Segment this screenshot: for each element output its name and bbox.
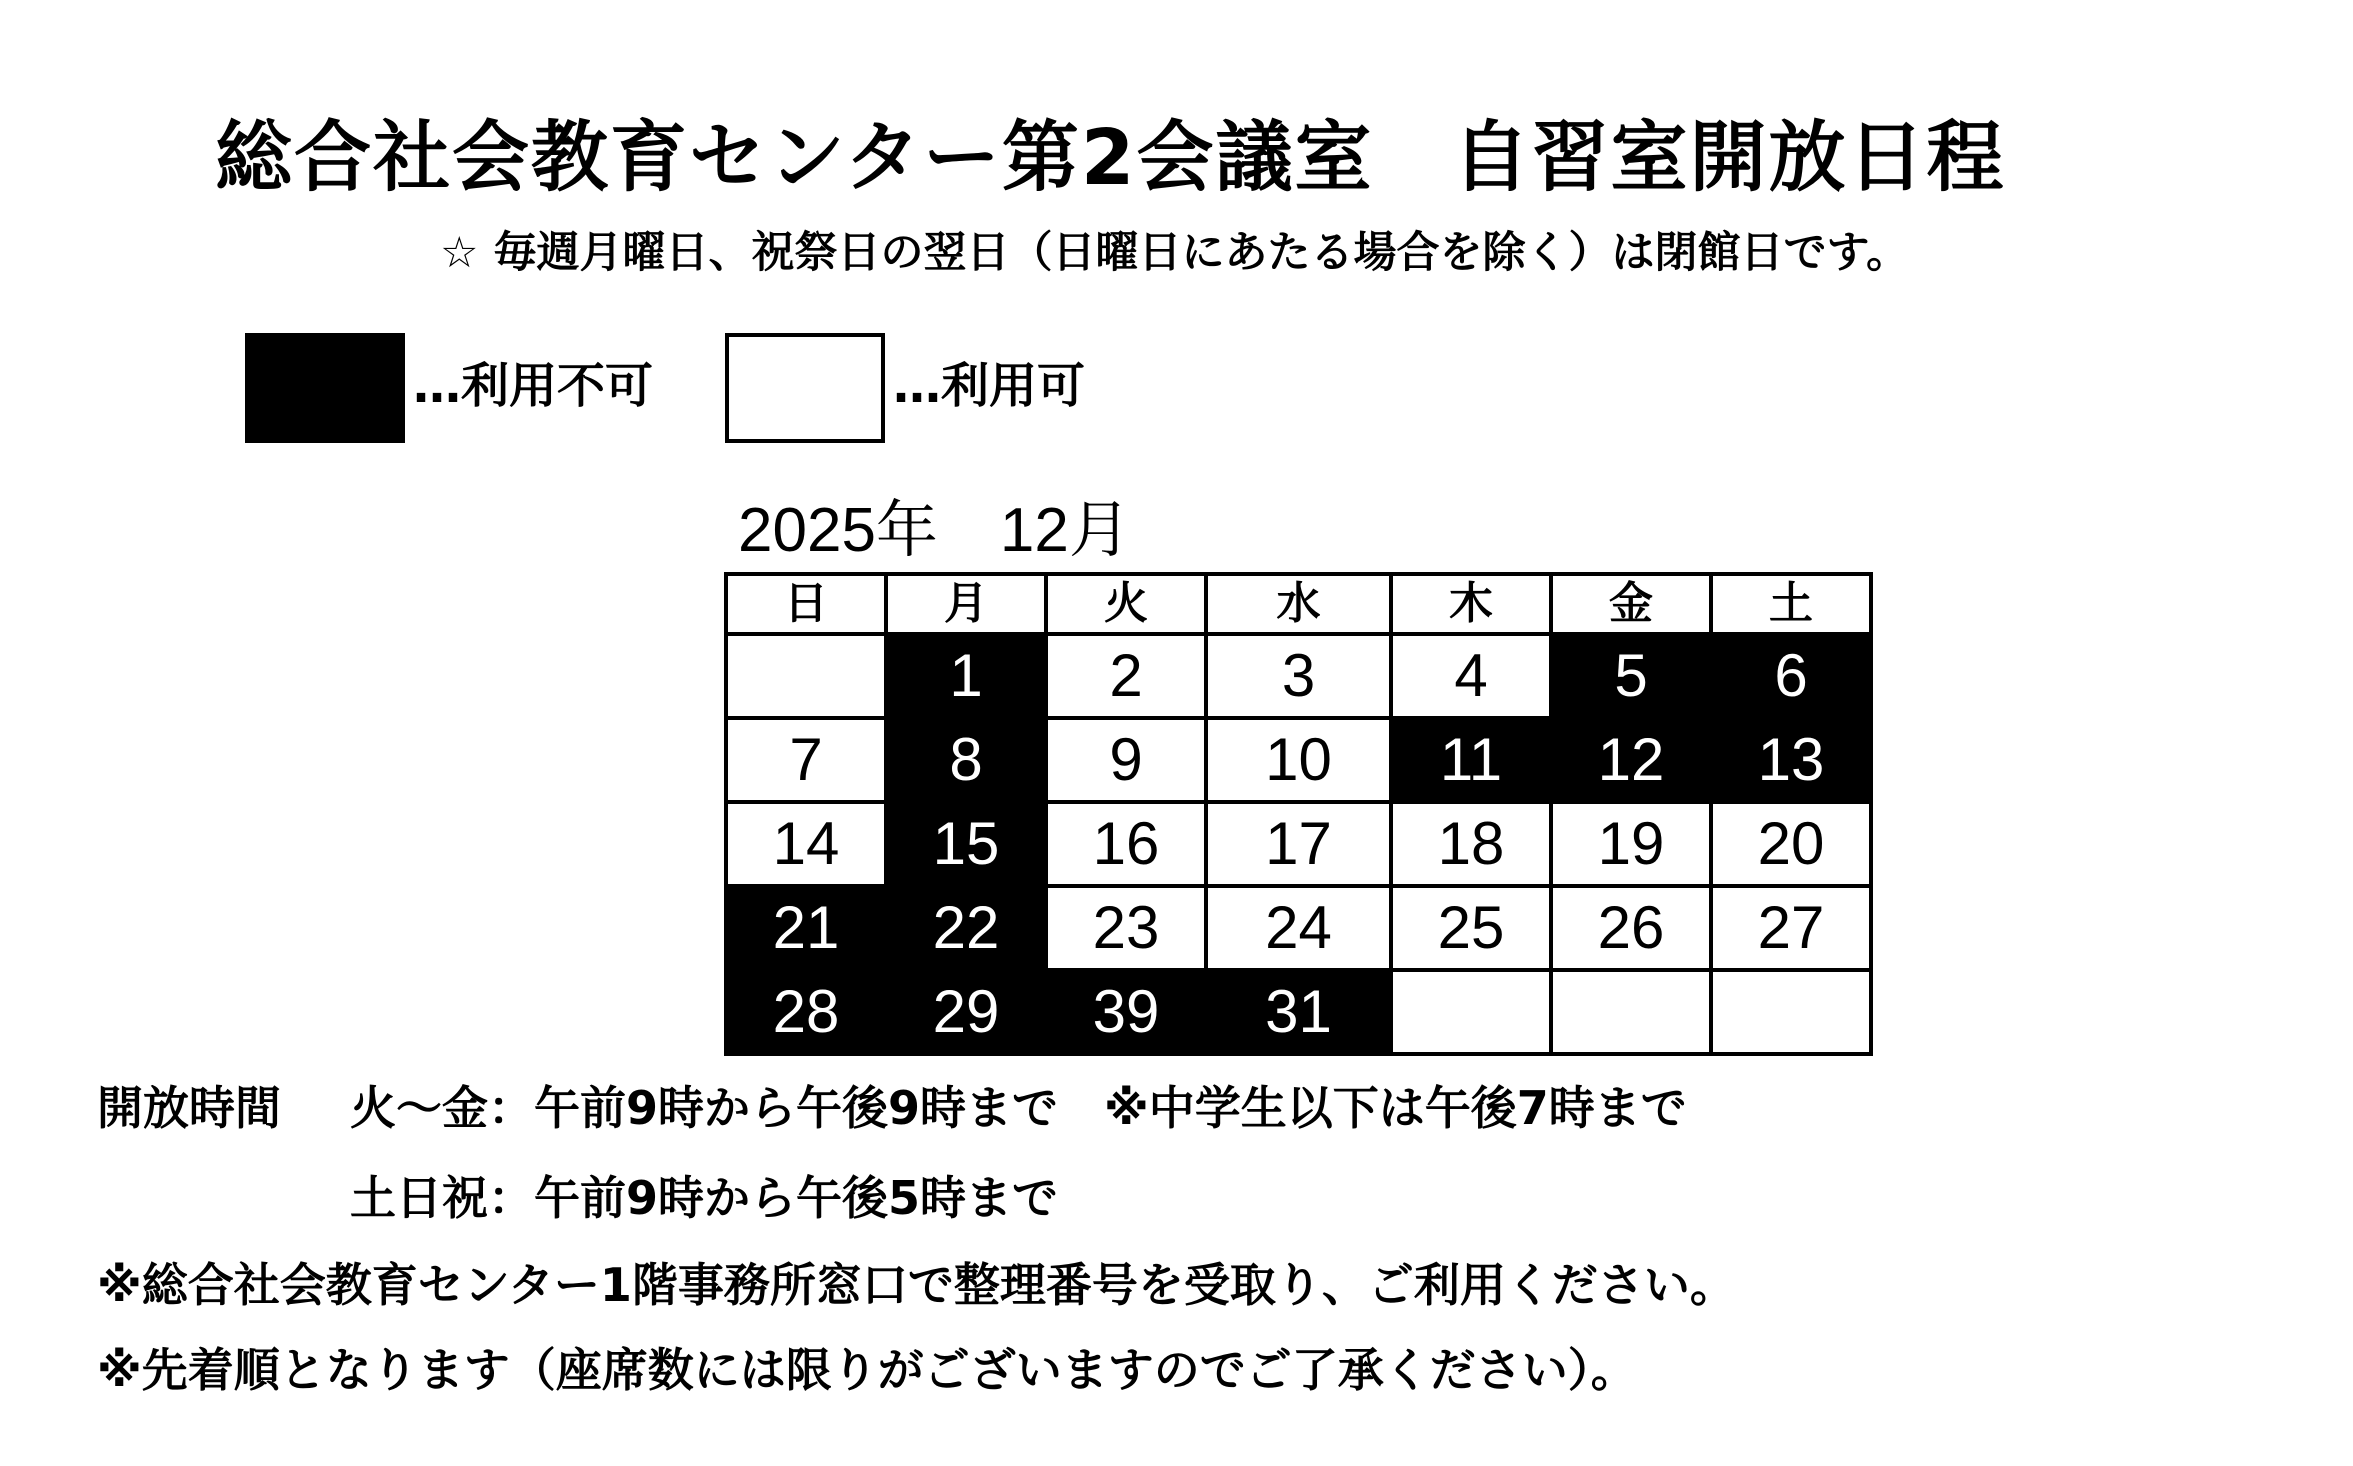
- legend-unavailable-swatch: [245, 333, 405, 443]
- weekday-header: 木: [1391, 574, 1551, 634]
- calendar-week-row: [726, 634, 1871, 718]
- calendar-day-cell: 20: [1711, 802, 1871, 886]
- weekday-header: 月: [886, 574, 1046, 634]
- weekday-header: 火: [1046, 574, 1206, 634]
- calendar-day-cell: 12: [1551, 718, 1711, 802]
- calendar-day-cell: 31: [1206, 970, 1391, 1054]
- calendar-day-cell: 18: [1391, 802, 1551, 886]
- calendar-day-cell: [1391, 970, 1551, 1054]
- calendar-day-cell: 29: [886, 970, 1046, 1054]
- calendar-day-cell: 39: [1046, 970, 1206, 1054]
- calendar-day-cell: 14: [726, 802, 886, 886]
- weekday-header: 水: [1206, 574, 1391, 634]
- calendar-day-cell: 22: [886, 886, 1046, 970]
- footnote-first-come: ※先着順となります（座席数には限りがございますのでご了承ください）。: [97, 1343, 1637, 1397]
- page-title: 総合社会教育センター第2会議室 自習室開放日程: [215, 114, 2006, 203]
- weekday-hours-line: 火～金：午前9時から午後9時まで ※中学生以下は午後7時まで: [350, 1081, 1687, 1135]
- legend-unavailable-label: …利用不可: [413, 358, 654, 414]
- calendar-day-cell: 13: [1711, 718, 1871, 802]
- calendar-day-cell: 7: [726, 718, 886, 802]
- weekday-header-row: [726, 574, 1871, 634]
- calendar-grid: [724, 572, 1873, 1056]
- calendar-day-cell: 24: [1206, 886, 1391, 970]
- calendar-day-cell: 17: [1206, 802, 1391, 886]
- calendar-day-cell: 9: [1046, 718, 1206, 802]
- opening-hours-label: 開放時間: [97, 1081, 281, 1135]
- weekday-header: 金: [1551, 574, 1711, 634]
- legend-available-label: …利用可: [893, 358, 1086, 414]
- calendar-week-row: [726, 886, 1871, 970]
- calendar-day-cell: 27: [1711, 886, 1871, 970]
- calendar-day-cell: 1: [886, 634, 1046, 718]
- calendar-day-cell: 19: [1551, 802, 1711, 886]
- calendar-day-cell: 26: [1551, 886, 1711, 970]
- calendar-day-cell: 4: [1391, 634, 1551, 718]
- calendar-day-cell: 6: [1711, 634, 1871, 718]
- calendar-day-cell: 21: [726, 886, 886, 970]
- calendar-day-cell: 2: [1046, 634, 1206, 718]
- weekend-hours-line: 土日祝：午前9時から午後5時まで: [350, 1171, 1059, 1225]
- calendar-day-cell: [1711, 970, 1871, 1054]
- calendar-day-cell: 28: [726, 970, 886, 1054]
- footnote-ticket: ※総合社会教育センター1階事務所窓口で整理番号を受取り、ご利用ください。: [97, 1258, 1736, 1312]
- closure-notice: ☆ 毎週月曜日、祝祭日の翌日（日曜日にあたる場合を除く）は閉館日です。: [440, 228, 1910, 278]
- calendar-week-row: [726, 970, 1871, 1054]
- calendar-day-cell: 16: [1046, 802, 1206, 886]
- calendar-day-cell: [1551, 970, 1711, 1054]
- weekday-header: 日: [726, 574, 886, 634]
- calendar-day-cell: [726, 634, 886, 718]
- weekday-header: 土: [1711, 574, 1871, 634]
- calendar-day-cell: 23: [1046, 886, 1206, 970]
- calendar-day-cell: 15: [886, 802, 1046, 886]
- calendar-day-cell: 11: [1391, 718, 1551, 802]
- calendar-day-cell: 10: [1206, 718, 1391, 802]
- calendar-week-row: [726, 802, 1871, 886]
- calendar-day-cell: 8: [886, 718, 1046, 802]
- legend-available-swatch: [725, 333, 885, 443]
- calendar-day-cell: 3: [1206, 634, 1391, 718]
- calendar-day-cell: 25: [1391, 886, 1551, 970]
- calendar-month-title: 2025年 12月: [738, 496, 1131, 565]
- calendar-day-cell: 5: [1551, 634, 1711, 718]
- calendar-week-row: [726, 718, 1871, 802]
